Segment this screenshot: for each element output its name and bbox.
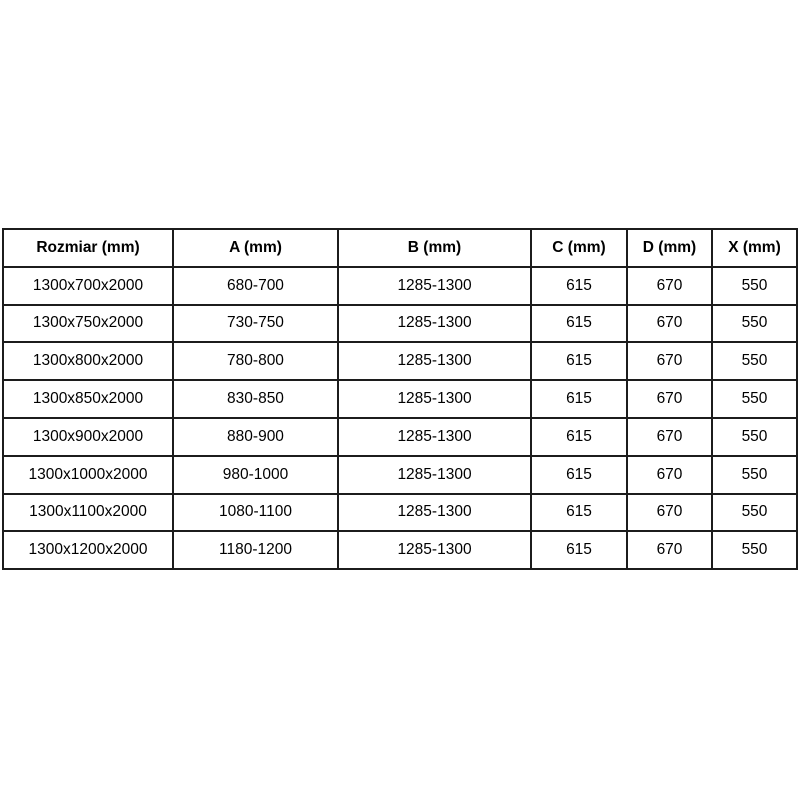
table-cell: 1300x800x2000 (3, 342, 173, 380)
table-cell: 615 (531, 380, 627, 418)
table-cell: 670 (627, 342, 712, 380)
table-cell: 880-900 (173, 418, 338, 456)
table-cell: 1300x850x2000 (3, 380, 173, 418)
table-cell: 670 (627, 418, 712, 456)
table-cell: 670 (627, 531, 712, 569)
table-cell: 980-1000 (173, 456, 338, 494)
table-cell: 615 (531, 342, 627, 380)
table-cell: 1300x1100x2000 (3, 494, 173, 532)
table-cell: 1285-1300 (338, 456, 531, 494)
table-cell: 670 (627, 305, 712, 343)
table-cell: 680-700 (173, 267, 338, 305)
table-cell: 1300x1200x2000 (3, 531, 173, 569)
table-cell: 615 (531, 305, 627, 343)
table-cell: 1180-1200 (173, 531, 338, 569)
table-cell: 1300x1000x2000 (3, 456, 173, 494)
table-row (3, 456, 797, 494)
table-cell: 670 (627, 456, 712, 494)
table-cell: 1285-1300 (338, 380, 531, 418)
table-cell: 1285-1300 (338, 531, 531, 569)
table-row (3, 342, 797, 380)
table-cell: 830-850 (173, 380, 338, 418)
table-cell: 1300x700x2000 (3, 267, 173, 305)
table-cell: 780-800 (173, 342, 338, 380)
header-cell-c: C (mm) (531, 229, 627, 267)
table-cell: 1285-1300 (338, 305, 531, 343)
table-cell: 615 (531, 456, 627, 494)
table-cell: 1080-1100 (173, 494, 338, 532)
table-cell: 1285-1300 (338, 267, 531, 305)
table-cell: 1300x750x2000 (3, 305, 173, 343)
table-cell: 1285-1300 (338, 494, 531, 532)
table-cell: 550 (712, 418, 797, 456)
table-cell: 615 (531, 267, 627, 305)
table-cell: 1300x900x2000 (3, 418, 173, 456)
table-cell: 615 (531, 418, 627, 456)
header-cell-x: X (mm) (712, 229, 797, 267)
table-row (3, 267, 797, 305)
table-cell: 615 (531, 531, 627, 569)
table-cell: 550 (712, 267, 797, 305)
table-cell: 550 (712, 380, 797, 418)
header-cell-d: D (mm) (627, 229, 712, 267)
header-cell-a: A (mm) (173, 229, 338, 267)
table-cell: 550 (712, 531, 797, 569)
table-row (3, 380, 797, 418)
table-row (3, 531, 797, 569)
size-spec-table (2, 228, 798, 570)
table-cell: 670 (627, 267, 712, 305)
table-cell: 1285-1300 (338, 418, 531, 456)
table-cell: 550 (712, 456, 797, 494)
table-row (3, 305, 797, 343)
table-row (3, 418, 797, 456)
table-cell: 1285-1300 (338, 342, 531, 380)
table-header-row (3, 229, 797, 267)
table-cell: 670 (627, 494, 712, 532)
table-cell: 615 (531, 494, 627, 532)
table-row (3, 494, 797, 532)
table-cell: 670 (627, 380, 712, 418)
header-cell-b: B (mm) (338, 229, 531, 267)
table-cell: 730-750 (173, 305, 338, 343)
header-cell-rozmiar: Rozmiar (mm) (3, 229, 173, 267)
table-cell: 550 (712, 342, 797, 380)
table-cell: 550 (712, 494, 797, 532)
table-cell: 550 (712, 305, 797, 343)
